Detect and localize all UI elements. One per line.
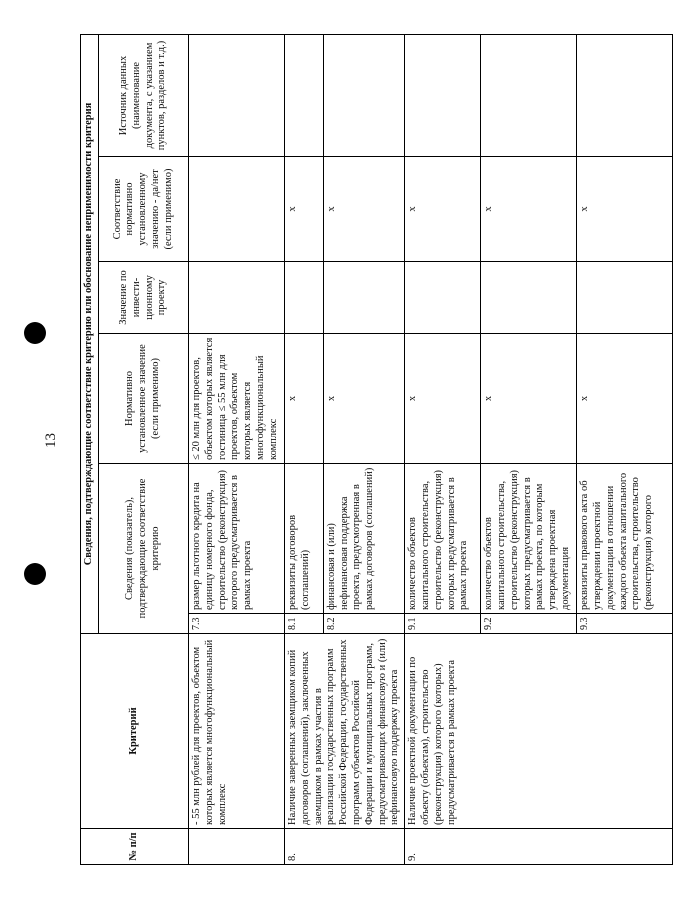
punch-hole-top bbox=[24, 322, 46, 344]
sub-compliance: x bbox=[285, 157, 324, 262]
sub-normative: x bbox=[323, 334, 404, 464]
sub-source bbox=[189, 34, 285, 156]
sub-value bbox=[577, 262, 673, 334]
header-project-value: Значение по инвести-ционному проекту bbox=[99, 262, 189, 334]
table-row bbox=[189, 34, 285, 864]
sub-source bbox=[405, 34, 481, 156]
sub-source bbox=[285, 34, 324, 156]
punch-hole-bottom bbox=[24, 563, 46, 585]
sub-compliance bbox=[189, 157, 285, 262]
sub-value bbox=[323, 262, 404, 334]
sub-compliance: x bbox=[323, 157, 404, 262]
sub-value bbox=[481, 262, 577, 334]
row-num bbox=[189, 829, 285, 865]
sub-num: 7.3 bbox=[189, 614, 285, 634]
sub-source bbox=[481, 34, 577, 156]
sub-num: 8.1 bbox=[285, 614, 324, 634]
header-group-title: Сведения, подтверждающие соответствие критерию или обоснование неприменимости критерия bbox=[81, 34, 99, 633]
header-info: Сведения (показатель), подтверждающие соответствие критерию bbox=[99, 464, 189, 634]
rotated-table-area bbox=[80, 35, 660, 865]
sub-normative: x bbox=[285, 334, 324, 464]
sub-num: 9.1 bbox=[405, 614, 481, 634]
sub-value bbox=[405, 262, 481, 334]
page-number: 13 bbox=[43, 433, 59, 448]
row-num: 8. bbox=[285, 829, 405, 865]
sub-info: финансовая и (или) нефинансовая поддержка проекта, предусмотренная в рамках договоров (соглашений) bbox=[323, 464, 404, 614]
table-row bbox=[405, 34, 481, 864]
sub-value bbox=[189, 262, 285, 334]
sub-num: 9.2 bbox=[481, 614, 577, 634]
sub-normative: ≤ 20 млн для проектов, объектом которых является гостиница ≤ 55 млн для проектов, объектом которых является многофункциональный комплекс bbox=[189, 334, 285, 464]
sub-normative: x bbox=[481, 334, 577, 464]
sub-info: количество объектов капитального строительства, строительство (реконструкция) которых предусматривается в рамках проекта bbox=[405, 464, 481, 614]
criterion-text: Наличие заверенных заемщиком копий договоров (соглашений), заключенных заемщиком в рамках участия в реализации государственных программ Российской Федерации, государственных программ субъектов Российской Федерации и муниципальных программ, предусматривающих финансовую и (или) нефинансовую поддержку проекта bbox=[285, 634, 405, 829]
sub-value bbox=[285, 262, 324, 334]
criteria-table bbox=[80, 34, 673, 865]
sub-info: размер льготного кредита на единицу номерного фонда, строительство (реконструкция) которого предусматривается в рамках проекта bbox=[189, 464, 285, 614]
header-source: Источник данных (наименование документа, с указанием пунктов, разделов и т.д.) bbox=[99, 34, 189, 156]
header-compliance: Соответствие нормативно установленному значению - да/нет (если применимо) bbox=[99, 157, 189, 262]
criterion-text: - 55 млн рублей для проектов, объектом которых является многофункциональный комплекс bbox=[189, 634, 285, 829]
sub-compliance: x bbox=[577, 157, 673, 262]
sub-info: реквизиты правового акта об утверждении проектной документации в отношении каждого объекта капитального строительства, строительство (реконструкция) которого bbox=[577, 464, 673, 614]
row-num: 9. bbox=[405, 829, 673, 865]
sub-info: реквизиты договоров (соглашений) bbox=[285, 464, 324, 614]
sub-compliance: x bbox=[481, 157, 577, 262]
sub-source bbox=[323, 34, 404, 156]
sub-compliance: x bbox=[405, 157, 481, 262]
sub-source bbox=[577, 34, 673, 156]
header-criterion: Критерий bbox=[81, 634, 189, 829]
sub-num: 9.3 bbox=[577, 614, 673, 634]
sub-normative: x bbox=[405, 334, 481, 464]
sub-num: 8.2 bbox=[323, 614, 404, 634]
sub-normative: x bbox=[577, 334, 673, 464]
header-normative: Нормативно установленное значение (если применимо) bbox=[99, 334, 189, 464]
header-num: № п/п bbox=[81, 829, 189, 865]
table-row bbox=[285, 34, 324, 864]
sub-info: количество объектов капитального строительства, строительство (реконструкция) которых предусматривается в рамках проекта, по которым утверждена проектная документация bbox=[481, 464, 577, 614]
criterion-text: Наличие проектной документации по объекту (объектам), строительство (реконструкция) которого (которых) предусматривается в рамках проекта bbox=[405, 634, 673, 829]
